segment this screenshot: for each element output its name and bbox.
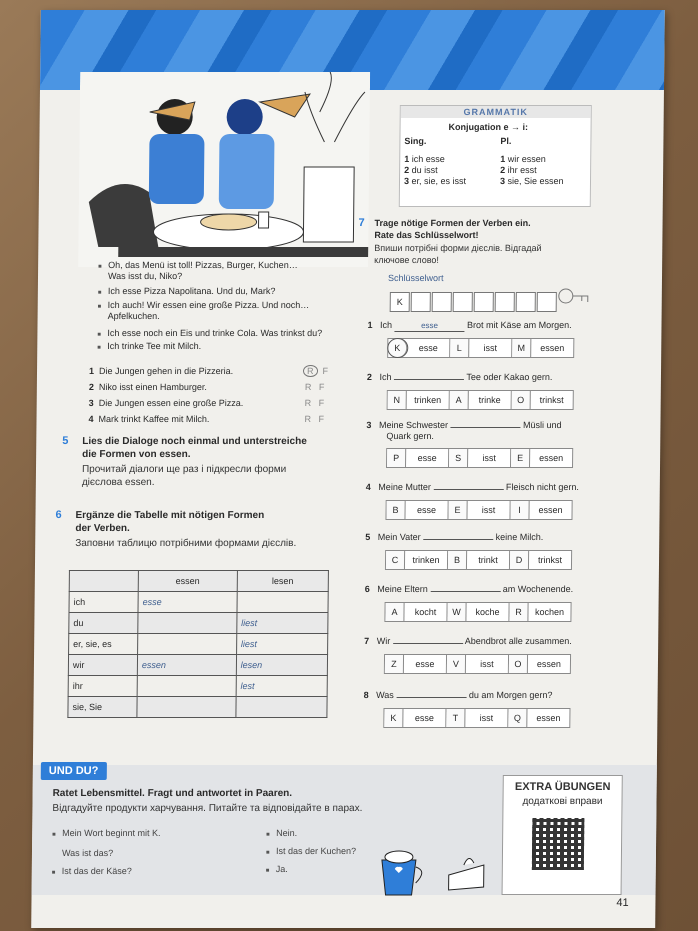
col-essen: essen [138,571,237,592]
key-icon [558,286,592,316]
option-word: essen [536,713,561,723]
ex5-number: 5 [62,435,69,447]
dialogue-line-2: ■ Ich esse Pizza Napolitana. Und du, Mark? [108,286,276,297]
dialogue-line-5: ■ Ich trinke Tee mit Milch. [107,341,201,352]
option-word: kocht [404,603,447,621]
table-row: ich esse [69,592,328,613]
ex7-ua-2: ключове слово! [374,255,440,265]
ex7-number: 7 [358,217,365,229]
page-number: 41 [616,897,629,909]
option-word: isst [465,709,508,727]
option-letter[interactable]: D [510,551,529,569]
option-letter[interactable]: P [387,449,406,467]
grammar-pl-2: 2 ihr esst [500,165,537,175]
und-du-left-1: ■ Mein Wort beginnt mit K. [62,828,160,839]
option-word: esse [406,449,449,467]
und-du-right-2: ■ Ist das der Kuchen? [276,846,356,857]
option-word: trinkt [467,551,510,569]
option-letter[interactable]: R [509,603,528,621]
ex7-title-1: Trage nötige Formen der Verben ein. [374,218,531,228]
table-row: wir essen lesen [68,655,327,676]
option-letter[interactable]: N [388,391,407,409]
option-letter[interactable]: K [384,709,403,727]
dialogue-line-1: ■ Oh, das Menü ist toll! Pizzas, Burger, Kuchen… [108,260,298,271]
tf-item-3: 3 Die Jungen essen eine große Pizza. [88,398,244,408]
und-du-left-3: ■ Ist das der Käse? [62,866,132,877]
tf-item-1: 1 Die Jungen gehen in die Pizzeria. [88,366,234,376]
option-word: kochen [534,607,565,617]
tf-item-4: 4 Mark trinkt Kaffee mit Milch. [88,414,210,424]
option-letter[interactable]: E [511,449,530,467]
ex7-options-row-3 [386,448,573,468]
option-word: trinken [405,551,448,569]
option-word: isst [468,449,511,467]
ex7-options-row-7 [384,654,571,674]
ex7-item-6: 6 Meine Eltern am Wochenende. [364,584,574,594]
ex5-title-2: die Formen von essen. [82,449,191,460]
option-word: essen [539,453,564,463]
ex5-title-1: Lies die Dialoge noch einmal und unterstreiche [82,436,307,447]
option-letter[interactable]: T [446,709,465,727]
grammar-row-2: 2 du isst [404,165,438,175]
option-letter[interactable]: K [388,339,407,357]
option-letter[interactable]: O [509,655,528,673]
grammar-box [399,105,592,207]
ex7-blank-6[interactable] [430,591,500,592]
tf-choice-1[interactable]: R F [303,366,328,377]
grammar-subtitle: Konjugation e → i: [448,122,529,132]
ex6-number: 6 [55,509,62,521]
table-row: du liest [69,613,328,634]
ex7-item-3: 3 Meine Schwester Müsli und [366,420,562,430]
und-du-right-3: ■ Ja. [276,864,288,875]
option-word: essen [538,505,563,515]
option-letter[interactable]: B [448,551,467,569]
tf-choice-2[interactable]: R F [304,382,325,392]
und-du-badge: UND DU? [41,762,107,780]
option-word: essen [536,659,562,669]
sing-label: Sing. [404,136,427,146]
ex7-blank-8[interactable] [396,697,466,698]
option-word: isst [467,501,510,519]
ex7-blank-5[interactable] [423,539,493,540]
grammar-row-3: 3 er, sie, es isst [403,176,467,186]
dialogue-line-3b: Apfelkuchen. [107,311,160,321]
option-word: esse [404,655,447,673]
option-word: trinkst [539,395,564,405]
ex7-options-row-6 [384,602,571,622]
option-word: esse [403,709,446,727]
option-letter[interactable]: A [450,391,469,409]
option-letter[interactable]: E [448,501,467,519]
keyword-box-3[interactable] [432,292,452,312]
option-word: essen [540,343,565,353]
ex7-item-8: 8 Was du am Morgen gern? [363,690,553,700]
keyword-box-8[interactable] [537,292,557,312]
boys-eating-pizza-illustration [78,72,370,267]
ex7-blank-2[interactable] [394,379,464,380]
ex7-blank-3[interactable] [451,427,521,428]
option-word: esse [407,339,450,357]
grammar-row-1: 1 ich esse [404,154,445,164]
und-du-title: Ratet Lebensmittel. Fragt und antwortet in Paaren. [52,788,293,799]
ex7-item-3-line2: Quark gern. [386,431,434,441]
ex7-options-row-5 [385,550,572,570]
option-letter[interactable]: B [386,501,405,519]
ex7-options-row-2 [387,390,574,410]
option-word: trinken [407,391,450,409]
ex7-blank-1[interactable]: esse [394,320,464,332]
dialogue-line-3: ■ Ich auch! Wir essen eine große Pizza. Und noch… [108,300,310,311]
keyword-box-7[interactable] [516,292,536,312]
ex7-item-4: 4 Meine Mutter Fleisch nicht gern. [365,482,580,492]
table-row: sie, Sie [68,697,327,718]
tf-choice-4[interactable]: R F [304,414,325,424]
option-word: trinkst [537,555,563,565]
ex5-ua-1: Прочитай діалоги ще раз і підкресли форми [81,464,287,475]
option-letter[interactable]: V [447,655,466,673]
verb-table [67,570,329,718]
extra-ua: додаткові вправи [522,796,603,807]
ex6-title-2: der Verben. [75,523,130,534]
extra-title: EXTRA ÜBUNGEN [514,781,611,793]
option-word: trinke [469,391,512,409]
grammar-pl-1: 1 wir essen [500,154,546,164]
option-letter[interactable]: Z [385,655,404,673]
option-letter[interactable]: L [450,339,469,357]
dialogue-line-4: ■ Ich esse noch ein Eis und trinke Cola. Was trinkst du? [107,328,322,339]
ex7-options-row-4 [385,500,572,520]
ex7-blank-7[interactable] [393,643,463,644]
ex7-title-2: Rate das Schlüsselwort! [374,230,479,240]
option-word: esse [405,501,448,519]
ex7-ua-1: Впиши потрібні форми дієслів. Відгадай [374,243,542,253]
option-letter[interactable]: C [386,551,405,569]
option-letter[interactable]: O [512,391,531,409]
dialogue-line-1b: Was isst du, Niko? [107,271,183,281]
option-letter[interactable]: W [447,603,466,621]
tf-choice-3[interactable]: R F [304,398,325,408]
option-word: isst [466,655,509,673]
option-letter[interactable]: S [449,449,468,467]
und-du-ua: Відгадуйте продукти харчування. Питайте та відповідайте в парах. [52,803,363,814]
ex7-blank-4[interactable] [433,489,503,490]
col-lesen: lesen [237,571,328,592]
tf-item-2: 2 Niko isst einen Hamburger. [88,382,208,392]
option-word: isst [469,339,512,357]
option-letter[interactable]: I [510,501,529,519]
ex7-item-7: 7 Wir Abendbrot alle zusammen. [364,636,572,646]
cup-and-cake-icon [373,845,494,900]
table-row: er, sie, es liest [69,634,328,655]
option-letter[interactable]: A [385,603,404,621]
option-letter[interactable]: Q [508,709,527,727]
qr-code-icon[interactable] [532,818,585,870]
ex6-title-1: Ergänze die Tabelle mit nötigen Formen [75,510,265,521]
table-row: ihr lest [68,676,327,697]
und-du-right-1: ■ Nein. [276,828,297,839]
keyword-box-4[interactable] [453,292,473,312]
keyword-box-2[interactable] [411,292,431,312]
keyword-label: Schlüsselwort [387,273,444,283]
ex7-options-row-8 [383,708,570,728]
grammar-title: GRAMMATIK [401,106,591,118]
option-letter[interactable]: M [512,339,531,357]
textbook-page [31,10,665,928]
ex7-item-5: 5 Mein Vater keine Milch. [365,532,544,542]
grammar-pl-3: 3 sie, Sie essen [499,176,564,186]
ex7-options-row-1 [387,338,574,358]
ex7-item-1: 1 Ich esse Brot mit Käse am Morgen. [367,320,572,330]
keyword-box-6[interactable] [495,292,515,312]
option-word: koche [466,603,509,621]
ex7-item-2: 2 Ich Tee oder Kakao gern. [366,372,553,382]
pl-label: Pl. [500,136,512,146]
keyword-box-5[interactable] [474,292,494,312]
ex6-ua: Заповни таблицю потрібними формами дієслів. [75,538,297,549]
ex5-ua-2: дієслова essen. [81,477,155,488]
und-du-left-2: Was ist das? [61,848,114,858]
keyword-box-1[interactable]: K [390,292,410,312]
